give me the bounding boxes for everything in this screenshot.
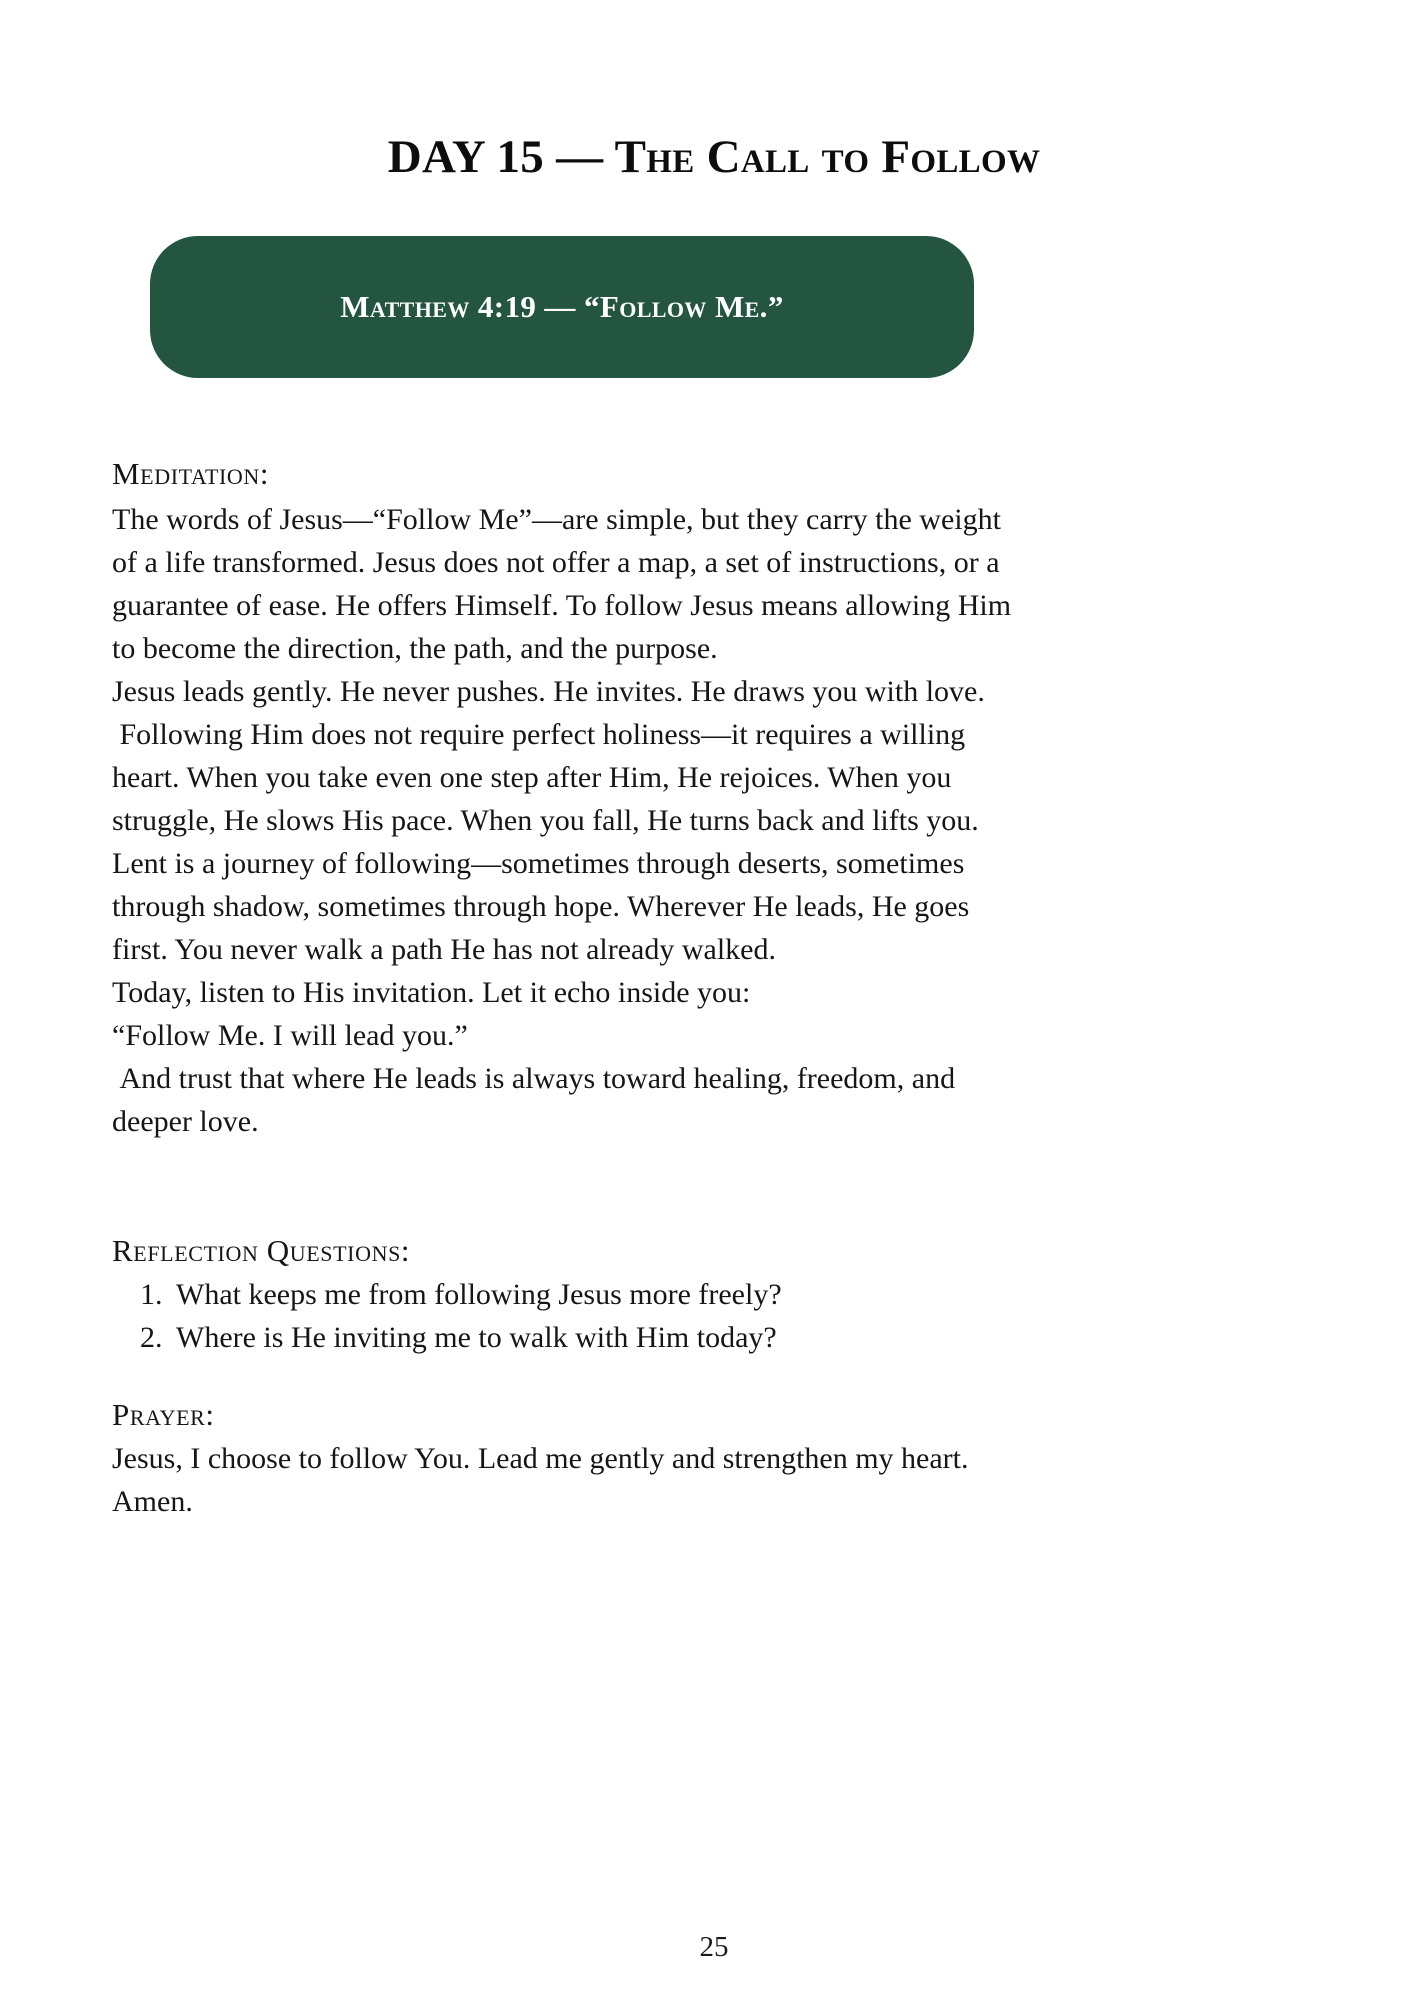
meditation-paragraph: Today, listen to His invitation. Let it echo inside you: xyxy=(112,976,751,1009)
meditation-heading: Meditation: xyxy=(112,456,270,491)
reflection-questions-list xyxy=(112,1273,1024,1359)
list-item xyxy=(112,1316,1024,1359)
verse-banner xyxy=(150,236,974,378)
prayer-heading: Prayer: xyxy=(112,1397,215,1432)
meditation-paragraph: Following Him does not require perfect holiness—it requires a willing heart. When you take even one step after Him, He rejoices. When you struggle, He slows His pace. When you fall, He turns back and lifts you. xyxy=(112,718,979,837)
meditation-paragraph: “Follow Me. I will lead you.” xyxy=(112,1019,468,1052)
prayer-paragraph: Jesus, I choose to follow You. Lead me gently and strengthen my heart. xyxy=(112,1442,969,1475)
prayer-paragraph: Amen. xyxy=(112,1485,193,1518)
page-content xyxy=(112,452,1024,1523)
meditation-body xyxy=(112,498,1024,1143)
meditation-paragraph: Jesus leads gently. He never pushes. He invites. He draws you with love. xyxy=(112,675,985,708)
list-item-text: What keeps me from following Jesus more freely? xyxy=(176,1278,782,1311)
list-item-number: 1. xyxy=(140,1278,163,1311)
section-spacer xyxy=(112,1143,1024,1229)
meditation-paragraph: The words of Jesus—“Follow Me”—are simple, but they carry the weight of a life transformed. Jesus does not offer a map, a set of instructions, or a guarantee of ease. He offers Himself. To follow Jesus means allowing Him to become the direction, the path, and the purpose. xyxy=(112,503,1019,665)
list-item xyxy=(112,1273,1024,1316)
list-item-number: 2. xyxy=(140,1321,163,1354)
reflection-questions-heading: Reflection Questions: xyxy=(112,1233,411,1268)
list-item-text: Where is He inviting me to walk with Him today? xyxy=(176,1321,777,1354)
verse-banner-text: Matthew 4:19 — “Follow Me.” xyxy=(340,289,784,324)
meditation-paragraph: Lent is a journey of following—sometimes through deserts, sometimes through shadow, sometimes through hope. Wherever He leads, He goes first. You never walk a path He has not already walked. xyxy=(112,847,977,966)
section-spacer xyxy=(112,1359,1024,1393)
meditation-paragraph: And trust that where He leads is always toward healing, freedom, and deeper love. xyxy=(112,1062,963,1138)
page-title: DAY 15 — The Call to Follow xyxy=(387,131,1041,184)
page-number: 25 xyxy=(699,1931,729,1963)
